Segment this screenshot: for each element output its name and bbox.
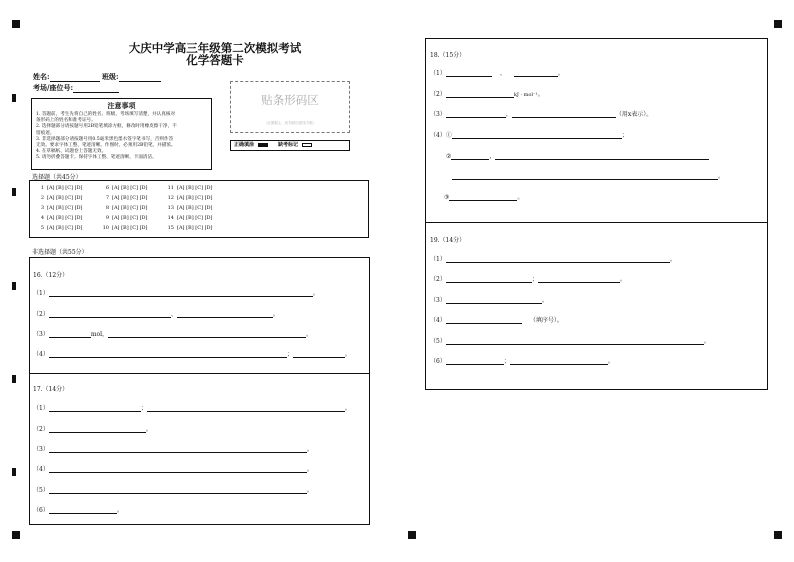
choice-question-3[interactable] [36,205,83,211]
q16-line-4: （4） ； 。 [33,351,351,358]
choice-question-11[interactable] [166,185,213,191]
choice-question-8[interactable] [101,205,148,211]
q16-line-1: （1） 。 [33,290,319,297]
choice-number: 11 [167,185,174,191]
q18-line-7: ③ 。 [444,194,524,201]
q18-answer-3a[interactable] [446,110,506,118]
choice-number: 1 [40,185,44,191]
choice-options[interactable]: [A] [B] [C] [D] [177,185,213,191]
q19-answer-1[interactable] [446,255,670,263]
choice-number: 10 [102,225,109,231]
q19-line-6: （6） ； 。 [430,358,614,365]
q19-line-3: （3） 。 [430,297,548,304]
class-field[interactable] [119,74,161,82]
q17-answer-1a[interactable] [49,404,141,412]
choice-options[interactable]: [A] [B] [C] [D] [112,215,148,221]
q17-line-5: （5） 。 [33,487,313,494]
choice-number: 9 [105,215,109,221]
choice-question-5[interactable] [36,225,83,231]
q16-answer-2b[interactable] [177,310,273,318]
q18-answer-1a[interactable] [446,69,492,77]
q18-line-3: （3） ， （用x表示）。 [430,111,653,118]
notice-title: 注意事项 [107,101,136,110]
choice-number: 15 [167,225,174,231]
q16-q17-divider [29,373,370,374]
q17-answer-6[interactable] [49,506,117,514]
choice-question-10[interactable] [101,225,148,231]
answer-sheet-title: 化学答题卡 [186,53,244,67]
q17-line-6: （6） 。 [33,507,123,514]
q17-line-1: （1） ； 。 [33,405,351,412]
q17-heading: 17.（14分） [33,386,69,393]
q16-answer-3a[interactable] [49,330,91,338]
q19-line-4: （4） （填序号）。 [430,317,563,324]
q18-line-5: ② ， [446,152,709,162]
q17-answer-5[interactable] [49,486,307,494]
fill-legend [230,140,350,151]
q18-answer-5a[interactable] [451,152,489,160]
choice-options[interactable]: [A] [B] [C] [D] [177,215,213,221]
choice-number: 6 [105,185,109,191]
q19-heading: 19.（14分） [430,237,466,244]
q18-line-4: （4）① ； [430,132,628,139]
q19-line-5: （5） 。 [430,338,710,345]
q18-line-2: （2） $^{kJ \cdot mol^{-1}}$。 [430,91,544,98]
choice-options[interactable]: [A] [B] [C] [D] [177,205,213,211]
choice-number: 13 [167,205,174,211]
q19-answer-3[interactable] [446,296,542,304]
barcode-label: 贴条形码区 [261,93,319,107]
q18-answer-7[interactable] [449,193,517,201]
notice-line: 留痕迹。 [36,130,55,136]
absent-mark-label: 缺考标记 [278,142,299,148]
q19-answer-2a[interactable] [446,275,532,283]
name-row [33,72,161,82]
timing-mark [12,188,16,196]
barcode-area[interactable] [230,81,350,133]
exam-room-field[interactable] [73,85,119,93]
choice-question-12[interactable] [166,195,213,201]
q16-line-2: （2） 、 。 [33,311,279,318]
choice-question-4[interactable] [36,215,83,221]
exam-room-row [33,83,119,93]
choice-number: 8 [105,205,109,211]
correct-fill-sample [258,143,268,147]
choice-options[interactable]: [A] [B] [C] [D] [47,205,83,211]
choice-question-6[interactable] [101,185,148,191]
choice-options[interactable]: [A] [B] [C] [D] [112,205,148,211]
q19-answer-5[interactable] [446,337,704,345]
name-label: 姓名: [33,72,50,81]
registration-mark-bottom-right [774,531,782,539]
choice-options[interactable]: [A] [B] [C] [D] [112,225,148,231]
notice-box [31,98,212,170]
q18-q19-divider [425,222,768,223]
q18-answer-5b[interactable] [495,152,709,160]
registration-mark-top-right [774,20,782,28]
q16-answer-1[interactable] [49,289,313,297]
choice-options[interactable]: [A] [B] [C] [D] [112,195,148,201]
q17-answer-1b[interactable] [147,404,345,412]
q17-line-2: （2） 。 [33,426,152,433]
q18-answer-6[interactable] [452,172,718,180]
notice-line: 3. 非选择题部分请按题号用0.5毫米黑色墨水签字笔书写，否则作答 [36,136,174,142]
correct-fill-label: 正确填涂 [234,142,255,148]
choice-options[interactable]: [A] [B] [C] [D] [47,195,83,201]
timing-mark [12,375,16,383]
choice-question-9[interactable] [101,215,148,221]
q18-answer-2[interactable] [446,90,514,98]
q17-answer-2[interactable] [49,425,146,433]
choice-number: 4 [40,215,44,221]
notice-line: 4. 在草稿纸、试题卷上答题无效。 [36,149,107,155]
choice-question-14[interactable] [166,215,213,221]
q17-answer-4[interactable] [49,465,307,473]
choice-number: 14 [167,215,174,221]
notice-line: 1. 答题前，考生先将自己的姓名、班级、考场填写清楚，并认真核对 [36,112,176,117]
choice-options[interactable]: [A] [B] [C] [D] [112,185,148,191]
q19-answer-6a[interactable] [446,357,504,365]
choice-number: 5 [40,225,44,231]
choice-options[interactable]: [A] [B] [C] [D] [47,185,83,191]
choice-options[interactable]: [A] [B] [C] [D] [177,225,213,231]
non-choice-label: 非选择题（共55分） [32,249,88,256]
notice-line: 2. 选择题部分请按题号用2B铅笔填涂方框，修改时用橡皮擦干净，不 [36,124,177,130]
timing-mark [12,468,16,476]
q16-answer-4a[interactable] [49,350,287,358]
q18-answer-3b[interactable] [512,110,616,118]
registration-mark-top-left [12,20,20,28]
q19-line-2: （2） ； 。 [430,276,626,283]
exam-room-label: 考场/座位号: [33,83,74,92]
choice-number: 12 [167,195,174,201]
registration-mark-bottom-center [408,531,416,539]
q16-heading: 16.（12分） [33,272,69,279]
q18-line-1: （1） 、 。 [430,70,564,77]
choice-options[interactable]: [A] [B] [C] [D] [47,215,83,221]
choice-question-7[interactable] [101,195,148,201]
q16-answer-2a[interactable] [49,310,171,318]
q17-line-4: （4） 。 [33,466,313,473]
q16-answer-4b[interactable] [293,350,345,358]
choice-number: 7 [105,195,109,201]
notice-line: 条形码上的姓名和准考证号。 [36,118,96,124]
q18-heading: 18.（15分） [430,52,466,59]
q19-answer-4[interactable] [446,316,522,324]
absent-mark-box[interactable] [302,143,312,147]
q17-answer-3[interactable] [49,445,307,453]
notice-line: 无效。要求字体工整、笔迹清晰。作图时，必须用2B铅笔，并描浓。 [36,143,176,149]
registration-mark-bottom-left [12,531,20,539]
q18-line-6: 。 [452,172,724,182]
notice-line: 5. 请勿折叠答题卡。保持字体工整、笔迹清晰、卡面清洁。 [36,155,157,161]
timing-mark [12,94,16,102]
choice-number: 3 [40,205,44,211]
exam-title: 大庆中学高三年级第二次模拟考试 [128,41,302,55]
name-field[interactable] [50,74,100,82]
timing-mark [12,282,16,290]
q19-answer-6b[interactable] [510,357,608,365]
q16-answer-3b[interactable] [108,330,306,338]
choice-question-13[interactable] [166,205,213,211]
class-label: 班级: [102,72,119,81]
q18-answer-1b[interactable] [514,69,558,77]
q18-answer-4[interactable] [452,131,622,139]
barcode-sublabel: （正面朝上，切勿贴出虚线方框） [263,121,317,125]
q19-line-1: （1） 。 [430,256,676,263]
choice-number: 2 [40,195,44,201]
choice-question-1[interactable] [36,185,83,191]
choice-options[interactable]: [A] [B] [C] [D] [47,225,83,231]
choice-options[interactable]: [A] [B] [C] [D] [177,195,213,201]
q16-line-3: （3） mol， 。 [33,331,313,338]
q17-line-3: （3） 。 [33,446,313,453]
q19-answer-2b[interactable] [538,275,620,283]
choice-question-15[interactable] [166,225,213,231]
multiple-choice-label: 选择题（共45分） [32,174,82,181]
choice-question-2[interactable] [36,195,83,201]
